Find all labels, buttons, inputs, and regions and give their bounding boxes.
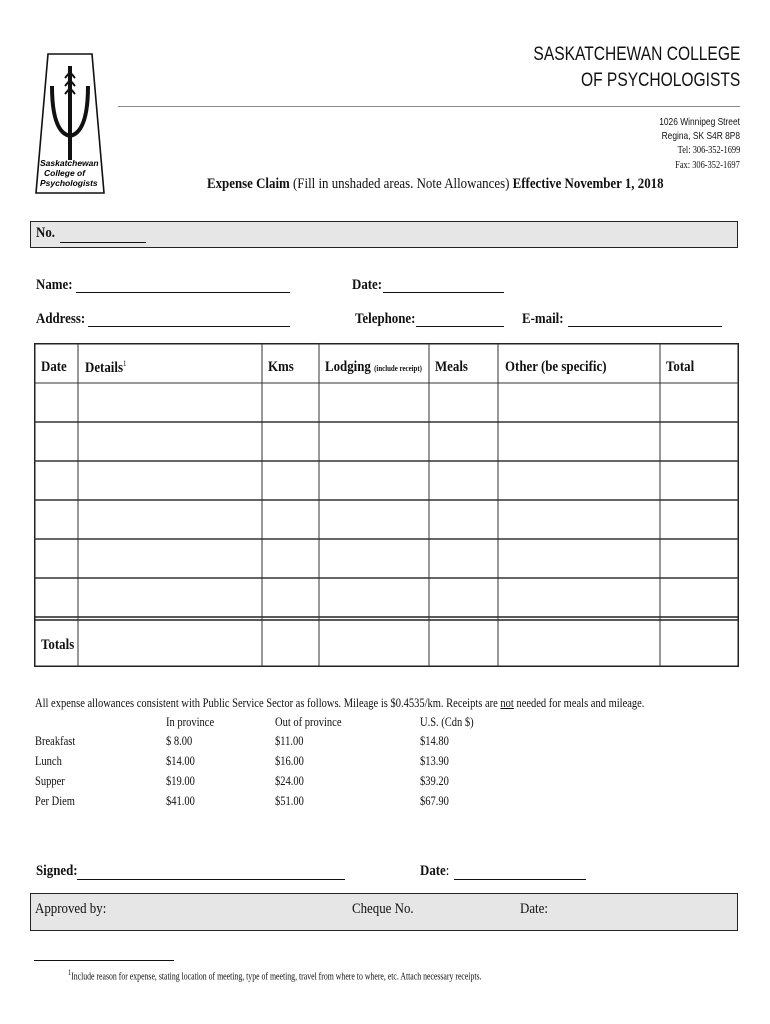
sign-date-label-text: Date [420, 863, 446, 879]
expense-table [34, 343, 739, 667]
date-field[interactable] [383, 277, 504, 293]
address-city: Regina, SK S4R 8P8 [661, 130, 740, 142]
form-title [207, 176, 664, 193]
allowance-item: Supper [35, 774, 65, 788]
date-label: Date: [352, 277, 383, 293]
phone-number: Tel: 306-352-1699 [677, 145, 740, 156]
allowance-out: $51.00 [275, 794, 304, 808]
allowances-intro-a: All expense allowances consistent with Public Service Sector as follows. Mileage is $0.4535/km. Receipts are [35, 696, 501, 710]
form-title-main: Expense Claim [207, 176, 290, 192]
allowance-in: $19.00 [166, 774, 195, 788]
allowance-item: Per Diem [35, 794, 75, 808]
fax-number: Fax: 306-352-1697 [675, 160, 740, 171]
name-label: Name: [36, 277, 73, 293]
telephone-field[interactable] [416, 311, 504, 327]
allowances-intro-b: needed for meals and mileage. [513, 696, 645, 710]
col-header-lodging-text: Lodging [325, 359, 371, 375]
allowances-intro [35, 696, 644, 711]
col-header-total: Total [666, 359, 695, 375]
allowance-us: $39.20 [420, 774, 449, 788]
allowance-in: $41.00 [166, 794, 195, 808]
claim-number-field[interactable] [60, 227, 146, 243]
cheque-no-label: Cheque No. [352, 901, 414, 917]
totals-label: Totals [41, 637, 75, 653]
form-title-instructions: (Fill in unshaded areas. Note Allowances) [289, 176, 513, 192]
allowance-us: $13.90 [420, 754, 449, 768]
footnote [68, 968, 482, 982]
header-rule [118, 106, 740, 107]
telephone-label: Telephone: [355, 311, 416, 327]
allowance-header-us: U.S. (Cdn $) [420, 715, 474, 729]
col-header-meals: Meals [435, 359, 468, 375]
sign-date-field[interactable] [454, 864, 586, 880]
address-street: 1026 Winnipeg Street [659, 116, 740, 128]
allowance-header-out: Out of province [275, 715, 342, 729]
name-field[interactable] [76, 277, 290, 293]
col-header-details [85, 359, 126, 377]
logo-text-line1: Saskatchewan [40, 158, 99, 168]
allowances-intro-not: not [500, 696, 514, 710]
allowance-out: $16.00 [275, 754, 304, 768]
footnote-text: Include reason for expense, stating location of meeting, type of meeting, travel from where to where, etc. Attach necessary receipts. [71, 971, 482, 983]
footnote-marker: 1 [68, 968, 72, 977]
allowance-in: $14.00 [166, 754, 195, 768]
approved-by-label: Approved by: [35, 901, 107, 917]
logo-text-line3: Psychologists [40, 178, 98, 188]
col-header-kms: Kms [268, 359, 294, 375]
address-label: Address: [36, 311, 86, 327]
allowance-us: $67.90 [420, 794, 449, 808]
allowance-out: $11.00 [275, 734, 304, 748]
allowance-item: Lunch [35, 754, 62, 768]
allowance-item: Breakfast [35, 734, 76, 748]
org-name-line1: SASKATCHEWAN COLLEGE [533, 44, 740, 65]
allowance-us: $14.80 [420, 734, 449, 748]
claim-number-label: No. [36, 225, 56, 241]
office-date-label: Date: [520, 901, 548, 917]
col-header-lodging [325, 359, 422, 376]
logo-text-line2: College of [44, 168, 86, 178]
signed-label: Signed: [36, 863, 78, 879]
lodging-receipt-note: (include receipt) [374, 364, 422, 373]
col-header-other: Other (be specific) [505, 359, 607, 375]
allowance-header-in: In province [166, 715, 215, 729]
signature-field[interactable] [77, 864, 345, 880]
sign-date-colon: : [445, 863, 450, 879]
email-label: E-mail: [522, 311, 564, 327]
form-title-effective: Effective November 1, 2018 [512, 176, 664, 192]
college-logo [34, 52, 106, 195]
email-field[interactable] [568, 311, 722, 327]
address-field[interactable] [88, 311, 290, 327]
sign-date-label [420, 863, 449, 880]
col-header-details-text: Details [85, 360, 123, 376]
allowance-out: $24.00 [275, 774, 304, 788]
col-header-date: Date [41, 359, 67, 375]
allowance-in: $ 8.00 [166, 734, 193, 748]
org-name-line2: OF PSYCHOLOGISTS [580, 70, 740, 91]
footnote-ref: 1 [122, 359, 127, 368]
footnote-rule [34, 960, 174, 961]
